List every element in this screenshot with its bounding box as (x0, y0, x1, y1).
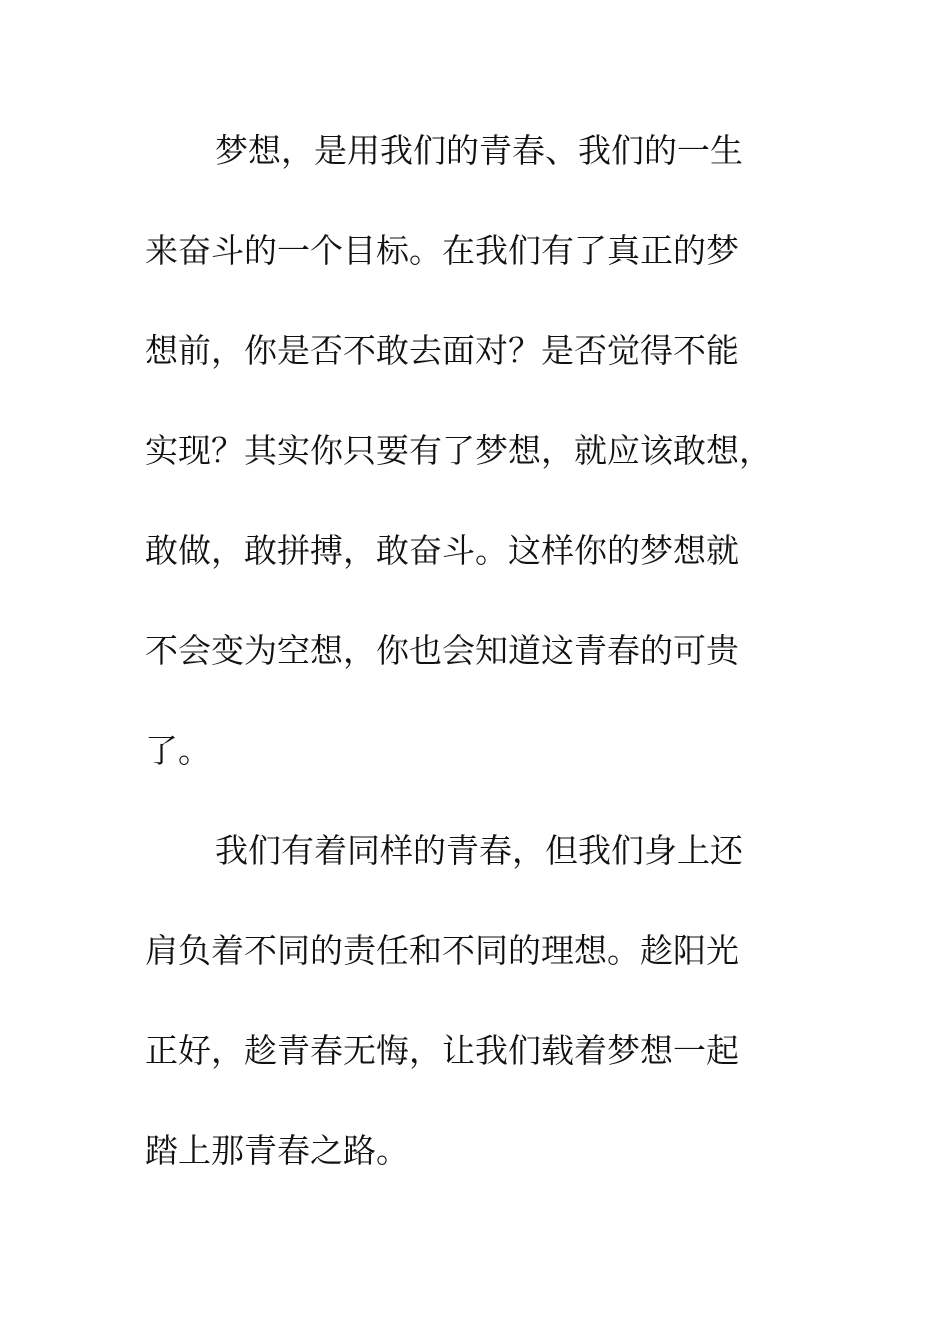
text-line: 梦想，是用我们的青春、我们的一生 (215, 131, 743, 170)
text-line: 肩负着不同的责任和不同的理想。趁阳光 (145, 931, 739, 970)
text-line: 敢做，敢拼搏，敢奋斗。这样你的梦想就 (145, 531, 739, 570)
text-line: 了。 (145, 731, 211, 770)
paragraph-1 (145, 120, 805, 820)
paragraph-2 (145, 820, 805, 1220)
document-body (145, 120, 805, 1220)
text-line: 正好，趁青春无悔，让我们载着梦想一起 (145, 1031, 739, 1070)
text-line: 我们有着同样的青春，但我们身上还 (215, 831, 743, 870)
text-line: 实现？其实你只要有了梦想，就应该敢想， (145, 431, 772, 470)
text-line: 想前，你是否不敢去面对？是否觉得不能 (145, 331, 739, 370)
text-line: 不会变为空想，你也会知道这青春的可贵 (145, 631, 739, 670)
text-line: 来奋斗的一个目标。在我们有了真正的梦 (145, 231, 739, 270)
text-line: 踏上那青春之路。 (145, 1131, 409, 1170)
